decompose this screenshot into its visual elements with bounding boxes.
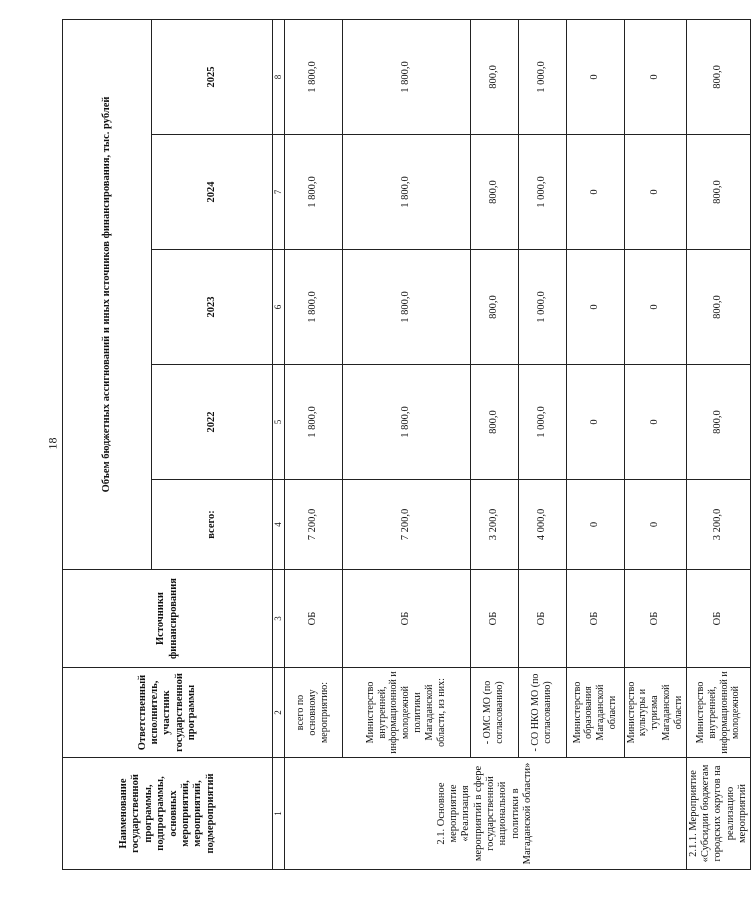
year-2024-cell: 1 800,0 [342,135,470,250]
year-2022-cell: 0 [624,365,686,480]
main-event-name: 2.1. Основное мероприятие «Реализация мероприятий в сфере государственной национальной политики в Магаданской области» [284,758,686,870]
funding-table [62,19,751,870]
year-2025-cell: 800,0 [470,19,518,134]
column-number: 2 [273,668,285,758]
header-year-2024: 2024 [152,135,273,250]
header-year-2025: 2025 [152,19,273,134]
year-2025-cell: 1 800,0 [342,19,470,134]
year-2023-cell: 1 000,0 [518,250,566,365]
column-number: 3 [273,570,285,668]
header-total: всего: [152,480,273,570]
year-2023-cell: 800,0 [470,250,518,365]
year-2023-cell: 1 800,0 [342,250,470,365]
source-cell: ОБ [284,570,342,668]
column-number: 8 [273,19,285,134]
year-2024-cell: 800,0 [470,135,518,250]
column-number: 1 [273,758,285,870]
sub-event-name: 2.1.1. Мероприятие «Субсидии бюджетам городских округов на реализацию мероприятий [686,758,751,870]
year-2022-cell: 0 [566,365,624,480]
table-row [342,19,470,869]
total-cell: 7 200,0 [342,480,470,570]
table-row [624,19,686,869]
year-2025-cell: 800,0 [686,19,751,134]
year-2025-cell: 0 [566,19,624,134]
total-cell: 3 200,0 [686,480,751,570]
page-number: 18 [45,437,60,450]
year-2024-cell: 800,0 [686,135,751,250]
responsible-cell: всего по основному мероприятию: [284,668,342,758]
year-2025-cell: 0 [624,19,686,134]
column-number: 6 [273,250,285,365]
total-cell: 0 [624,480,686,570]
source-cell: ОБ [470,570,518,668]
year-2022-cell: 1 800,0 [342,365,470,480]
responsible-cell: Министерство внутренней, информационной и молодежной политики Магаданской области, из них: [342,668,470,758]
column-number: 4 [273,480,285,570]
table-row [518,19,566,869]
header-year-2023: 2023 [152,250,273,365]
year-2022-cell: 1 800,0 [284,365,342,480]
header-funding-group: Объем бюджетных ассигнований и иных источников финансирования, тыс. рублей [63,19,152,569]
year-2025-cell: 1 800,0 [284,19,342,134]
year-2023-cell: 0 [566,250,624,365]
table-row [470,19,518,869]
year-2025-cell: 1 000,0 [518,19,566,134]
rotated-page [62,20,749,870]
column-number-row [273,19,285,869]
source-cell: ОБ [566,570,624,668]
source-cell: ОБ [518,570,566,668]
responsible-cell: Министерство внутренней, информационной и молодежной [686,668,751,758]
column-number: 5 [273,365,285,480]
year-2024-cell: 0 [566,135,624,250]
total-cell: 4 000,0 [518,480,566,570]
responsible-cell: Министерство образования Магаданской области [566,668,624,758]
column-number: 7 [273,135,285,250]
responsible-cell: - ОМС МО (по согласованию) [470,668,518,758]
header-responsible: Ответственный исполнитель, участник государственной программы [63,668,273,758]
source-cell: ОБ [342,570,470,668]
header-year-2022: 2022 [152,365,273,480]
responsible-cell: - СО НКО МО (по согласованию) [518,668,566,758]
year-2023-cell: 0 [624,250,686,365]
table-row [284,19,342,869]
table-row [686,19,751,869]
year-2023-cell: 800,0 [686,250,751,365]
table-row [566,19,624,869]
source-cell: ОБ [624,570,686,668]
header-source: Источники финансирования [63,570,273,668]
year-2022-cell: 800,0 [470,365,518,480]
source-cell: ОБ [686,570,751,668]
year-2022-cell: 1 000,0 [518,365,566,480]
responsible-cell: Министерство культуры и туризма Магаданской области [624,668,686,758]
header-name: Наименование государственной программы, подпрограммы, основных мероприятий, мероприятий, подмероприятий [63,758,273,870]
year-2024-cell: 1 800,0 [284,135,342,250]
total-cell: 0 [566,480,624,570]
year-2023-cell: 1 800,0 [284,250,342,365]
year-2024-cell: 0 [624,135,686,250]
year-2024-cell: 1 000,0 [518,135,566,250]
total-cell: 7 200,0 [284,480,342,570]
year-2022-cell: 800,0 [686,365,751,480]
total-cell: 3 200,0 [470,480,518,570]
